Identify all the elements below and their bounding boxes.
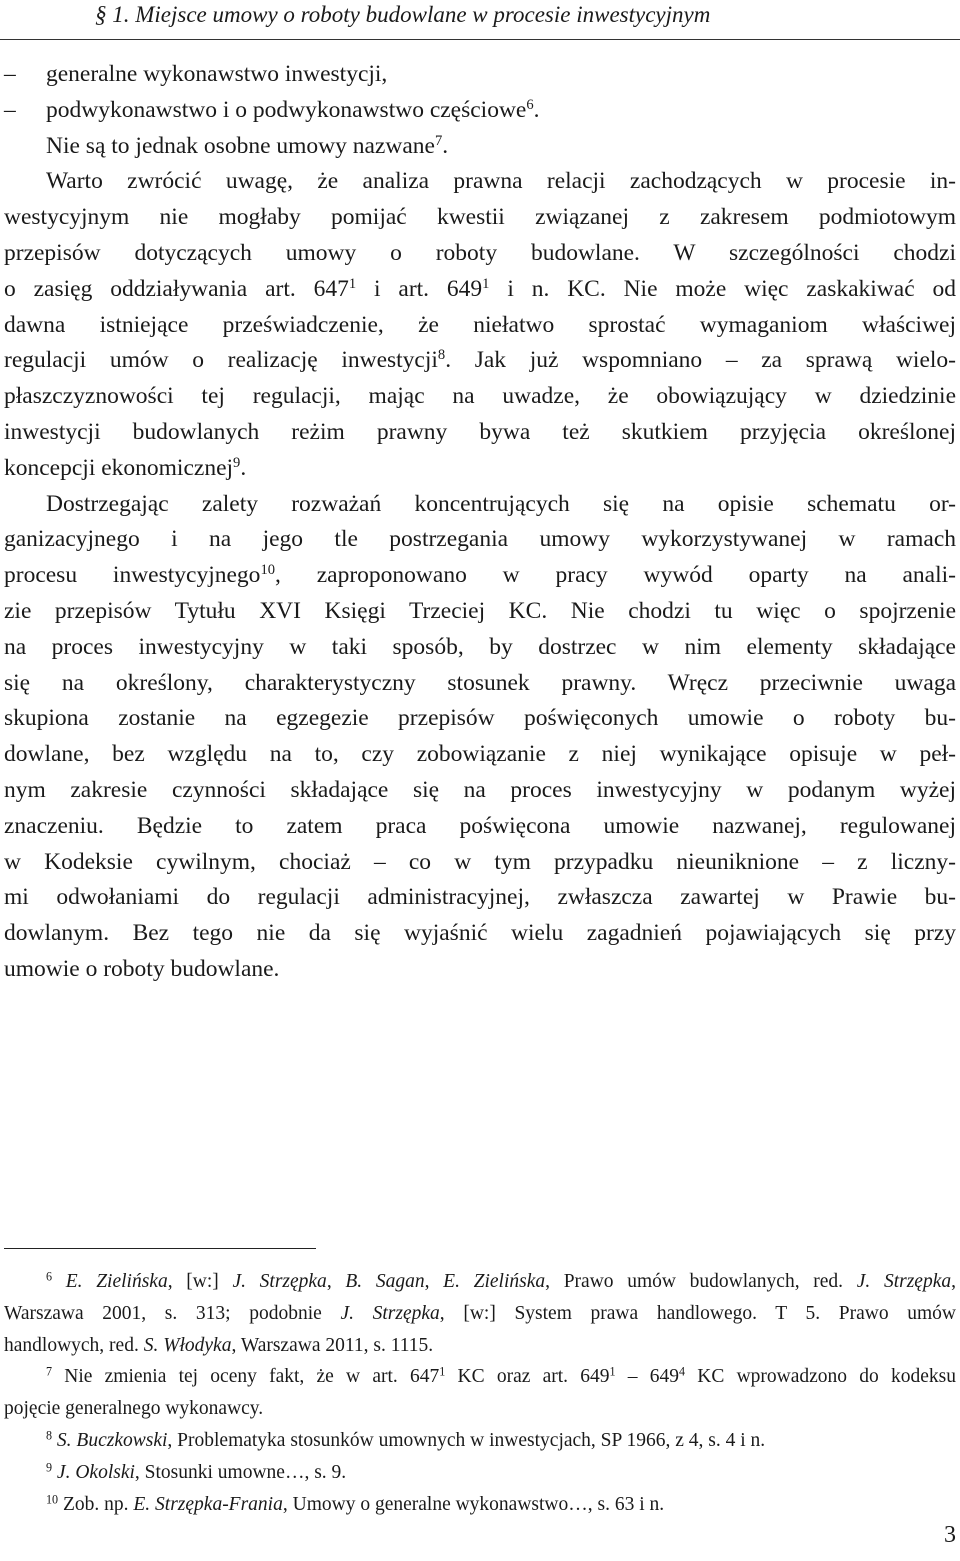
- author-name: E. Zielińska: [443, 1271, 546, 1292]
- text-fragment: regulacji umów o realizację inwestycji: [4, 347, 438, 374]
- text-fragment: .: [240, 454, 247, 481]
- author-name: J. Strzępka: [340, 1302, 440, 1324]
- author-name: E. Strzępka-Frania: [133, 1493, 283, 1515]
- paragraph-line: dowlanym. Bez tego nie da się wyjaśnić wielu zagadnień pojawiających się przy: [4, 920, 956, 947]
- text-line: Nie są to jednak osobne umowy nazwane: [46, 132, 435, 159]
- paragraph-line: inwestycji budowlanych reżim prawny bywa też skutkiem przyjęcia określonej: [4, 418, 956, 445]
- footnotes: [4, 1266, 956, 1520]
- text-fragment: , Stosunki umowne…, s. 9.: [134, 1461, 347, 1483]
- text-fragment: ,: [424, 1271, 444, 1292]
- text-fragment: procesu inwestycyjnego: [4, 562, 261, 589]
- list-dash: –: [4, 96, 16, 123]
- text-fragment: Zob. np.: [58, 1493, 134, 1515]
- footnote-ref[interactable]: 9: [233, 454, 241, 471]
- footnote-number: 6: [46, 1269, 53, 1284]
- paragraph-line: zie przepisów Tytułu XVI Księgi Trzeciej KC. Nie chodzi tu więc o spojrzenie: [4, 597, 956, 624]
- footnote-6-cont: [4, 1298, 956, 1330]
- paragraph-line: Dostrzegając zalety rozważań koncentrujących się na opisie schematu or-: [46, 490, 956, 517]
- paragraph-line: dawna istniejące przeświadczenie, że niełatwo sprostać wymaganiom właściwej: [4, 311, 956, 338]
- text-fragment: ,: [326, 1271, 346, 1292]
- paragraph-line: [4, 451, 956, 487]
- author-name: J. Okolski: [56, 1461, 135, 1483]
- text-fragment: .: [533, 96, 540, 123]
- footnote-10: [4, 1489, 956, 1521]
- paragraph-line: [4, 129, 956, 165]
- paragraph-line: dowlane, bez względu na to, czy zobowiązanie z niej wynikające opisuje w peł-: [4, 741, 956, 768]
- footnote-7-cont: pojęcie generalnego wykonawcy.: [4, 1398, 264, 1420]
- text-fragment: Nie zmienia tej oceny fakt, że w art. 647: [52, 1366, 440, 1388]
- author-name: J. Strzępka: [232, 1271, 327, 1292]
- paragraph-line: Warto zwrócić uwagę, że analiza prawna relacji zachodzących w procesie in-: [46, 168, 956, 195]
- footnote-9: [4, 1457, 956, 1489]
- superscript: 4: [679, 1364, 686, 1379]
- superscript: 1: [609, 1364, 616, 1379]
- paragraph-line: umowie o roboty budowlane.: [4, 955, 280, 982]
- footnote-rule: [4, 1248, 316, 1249]
- paragraph-line: nym zakresie czynności składające się na proces inwestycyjny w podanym wyżej: [4, 776, 956, 803]
- footnote-7: [4, 1361, 956, 1393]
- footnote-6: [4, 1266, 956, 1298]
- superscript: 1: [482, 275, 490, 292]
- text-fragment: .: [442, 132, 449, 159]
- paragraph-line: [4, 558, 956, 594]
- author-name: B. Sagan: [345, 1271, 425, 1292]
- footnote-6-cont: [4, 1330, 956, 1362]
- paragraph-line: skupiona zostanie na egzegezie przepisów poświęconych umowie o roboty bu-: [4, 705, 956, 732]
- paragraph-line: [4, 272, 956, 308]
- text-fragment: KC wprowadzono do kodeksu: [685, 1366, 956, 1388]
- text-fragment: Warszawa 2001, s. 313; podobnie: [4, 1302, 341, 1324]
- author-name: E. Zielińska: [65, 1271, 168, 1292]
- list-dash: –: [4, 61, 16, 87]
- text-fragment: , Prawo umów budowlanych, red.: [545, 1271, 857, 1292]
- text-fragment: handlowych, red.: [4, 1334, 144, 1356]
- running-header: [95, 0, 915, 30]
- text-fragment: , Umowy o generalne wykonawstwo…, s. 63 i n.: [282, 1493, 665, 1515]
- main-text: [4, 57, 956, 988]
- paragraph-line: ganizacyjnego i na jego tle postrzegania umowy wykorzystywanej w ramach: [4, 526, 956, 553]
- text-fragment: , zaproponowano w pracy wywód oparty na anali-: [275, 562, 956, 589]
- paragraph-line: się na określony, charakterystyczny stosunek prawny. Wręcz przeciwnie uwaga: [4, 669, 956, 696]
- paragraph-line: westycyjnym nie mogłaby pomijać kwestii związanej z zakresem podmiotowym: [4, 204, 956, 231]
- text-fragment: . Jak już wspomniano – za sprawą wielo-: [445, 347, 957, 374]
- page-number: 3: [944, 1522, 956, 1548]
- text-fragment: , Problematyka stosunków umownych w inwestycjach, SP 1966, z 4, s. 4 i n.: [167, 1429, 766, 1451]
- text-fragment: i art. 649: [356, 275, 483, 302]
- footnote-ref[interactable]: 6: [526, 96, 534, 113]
- paragraph-line: [4, 343, 956, 379]
- footnote-ref[interactable]: 8: [437, 347, 446, 364]
- author-name: S. Buczkowski: [56, 1429, 168, 1451]
- paragraph-line: mi odwołaniami do regulacji administracyjnej, zwłaszcza zawartej w Prawie bu-: [4, 884, 956, 911]
- text-fragment: i n. KC. Nie może więc zaskakiwać od: [489, 275, 956, 302]
- paragraph-line: płaszczyznowości tej regulacji, mając na uwadze, że obowiązujący w dziedzinie: [4, 383, 956, 410]
- footnote-number: 7: [46, 1364, 53, 1379]
- text-fragment: [52, 1271, 66, 1292]
- text-fragment: koncepcji ekonomicznej: [4, 454, 234, 481]
- footnote-ref[interactable]: 7: [434, 132, 443, 149]
- footnote-number: 9: [46, 1460, 53, 1475]
- text-fragment: , [w:] System prawa handlowego. T 5. Prawo umów: [439, 1302, 956, 1324]
- superscript: 1: [348, 275, 357, 292]
- footnote-number: 8: [46, 1428, 53, 1443]
- footnote-8: [4, 1425, 956, 1457]
- list-item: [4, 93, 956, 129]
- list-item: [4, 57, 956, 93]
- author-name: S. Włodyka: [143, 1334, 232, 1356]
- text-fragment: KC oraz art. 649: [445, 1366, 610, 1388]
- text-line: podwykonawstwo i o podwykonawstwo częściowe: [46, 96, 527, 123]
- paragraph-line: w Kodeksie cywilnym, chociaż – co w tym przypadku nieuniknione – z liczny-: [4, 848, 956, 875]
- paragraph-line: przepisów dotyczących umowy o roboty budowlane. W szczególności chodzi: [4, 239, 956, 266]
- text-fragment: , Warszawa 2011, s. 1115.: [231, 1334, 434, 1356]
- text-fragment: ,: [951, 1271, 956, 1292]
- author-name: J. Strzępka: [856, 1271, 952, 1292]
- paragraph-line: na proces inwestycyjny w taki sposób, by dostrzec w nim elementy składające: [4, 633, 956, 660]
- footnote-number: 10: [46, 1491, 59, 1506]
- text-fragment: o zasięg oddziaływania art. 647: [4, 275, 349, 302]
- text-fragment: , [w:]: [167, 1271, 233, 1292]
- header-rule: [0, 39, 960, 40]
- paragraph-line: znaczeniu. Będzie to zatem praca poświęcona umowie nazwanej, regulowanej: [4, 812, 956, 839]
- footnote-ref[interactable]: 10: [260, 562, 275, 579]
- text-line: generalne wykonawstwo inwestycji,: [46, 61, 388, 87]
- header-title: § 1. Miejsce umowy o roboty budowlane w procesie inwestycyjnym: [95, 2, 711, 27]
- superscript: 1: [439, 1364, 446, 1379]
- text-fragment: – 649: [615, 1366, 680, 1388]
